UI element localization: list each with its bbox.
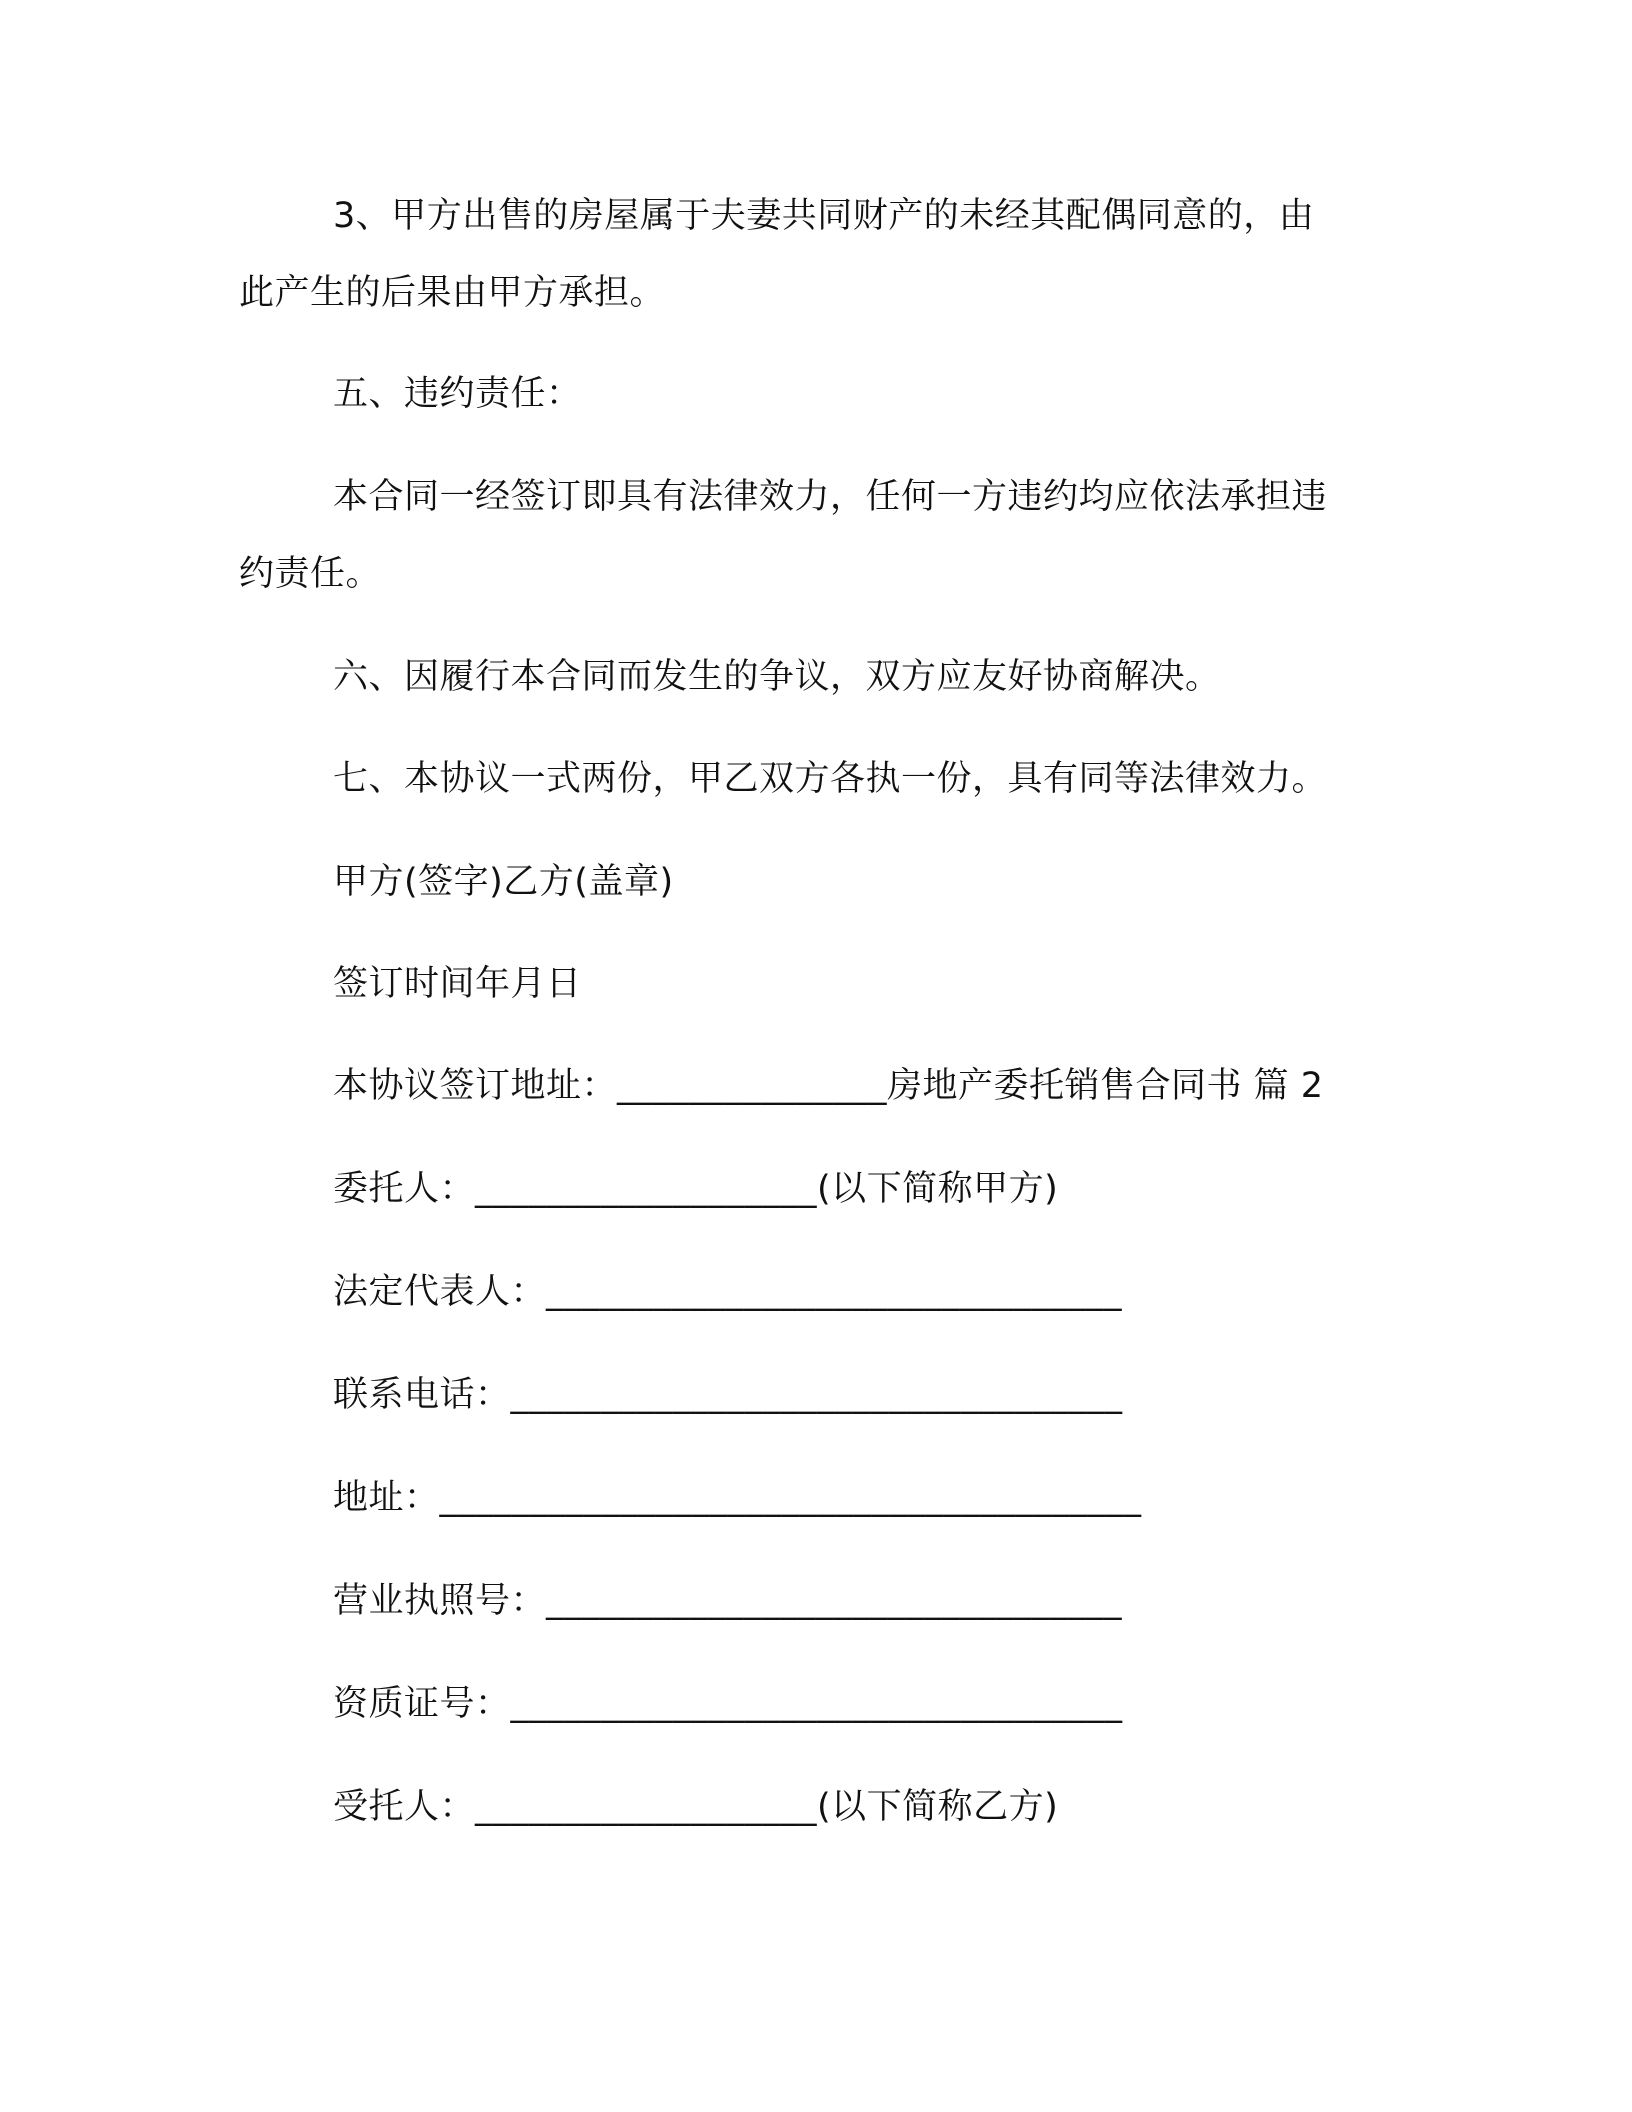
legal-representative-field: 法定代表人：________________________________ (333, 1272, 1123, 1312)
clause-3-text: 3、甲方出售的房屋属于夫妻共同财产的未经其配偶同意的，由 (333, 196, 1315, 236)
breach-clause-text: 本合同一经签订即具有法律效力，任何一方违约均应依法承担违 (333, 477, 1328, 517)
qualification-number-field: 资质证号：__________________________________ (333, 1684, 1123, 1724)
section-heading-breach: 五、违约责任： (333, 374, 582, 414)
principal-field: 委托人：___________________(以下简称甲方) (333, 1169, 1059, 1209)
dispute-clause: 六、因履行本合同而发生的争议，双方应友好协商解决。 (333, 657, 1221, 697)
signing-date-line: 签订时间年月日 (333, 964, 582, 1004)
phone-field: 联系电话：__________________________________ (333, 1375, 1123, 1415)
business-license-field: 营业执照号：________________________________ (333, 1581, 1123, 1621)
address-field: 地址：_______________________________________ (333, 1478, 1142, 1518)
breach-clause-continuation: 约责任。 (239, 554, 382, 594)
signing-address-line: 本协议签订地址：_______________房地产委托销售合同书 篇 2 (333, 1066, 1324, 1106)
copies-clause: 七、本协议一式两份，甲乙双方各执一份，具有同等法律效力。 (333, 759, 1328, 799)
clause-3-continuation: 此产生的后果由甲方承担。 (239, 273, 666, 313)
agent-field: 受托人：___________________(以下简称乙方) (333, 1787, 1059, 1827)
signature-line: 甲方(签字)乙方(盖章) (333, 862, 674, 902)
